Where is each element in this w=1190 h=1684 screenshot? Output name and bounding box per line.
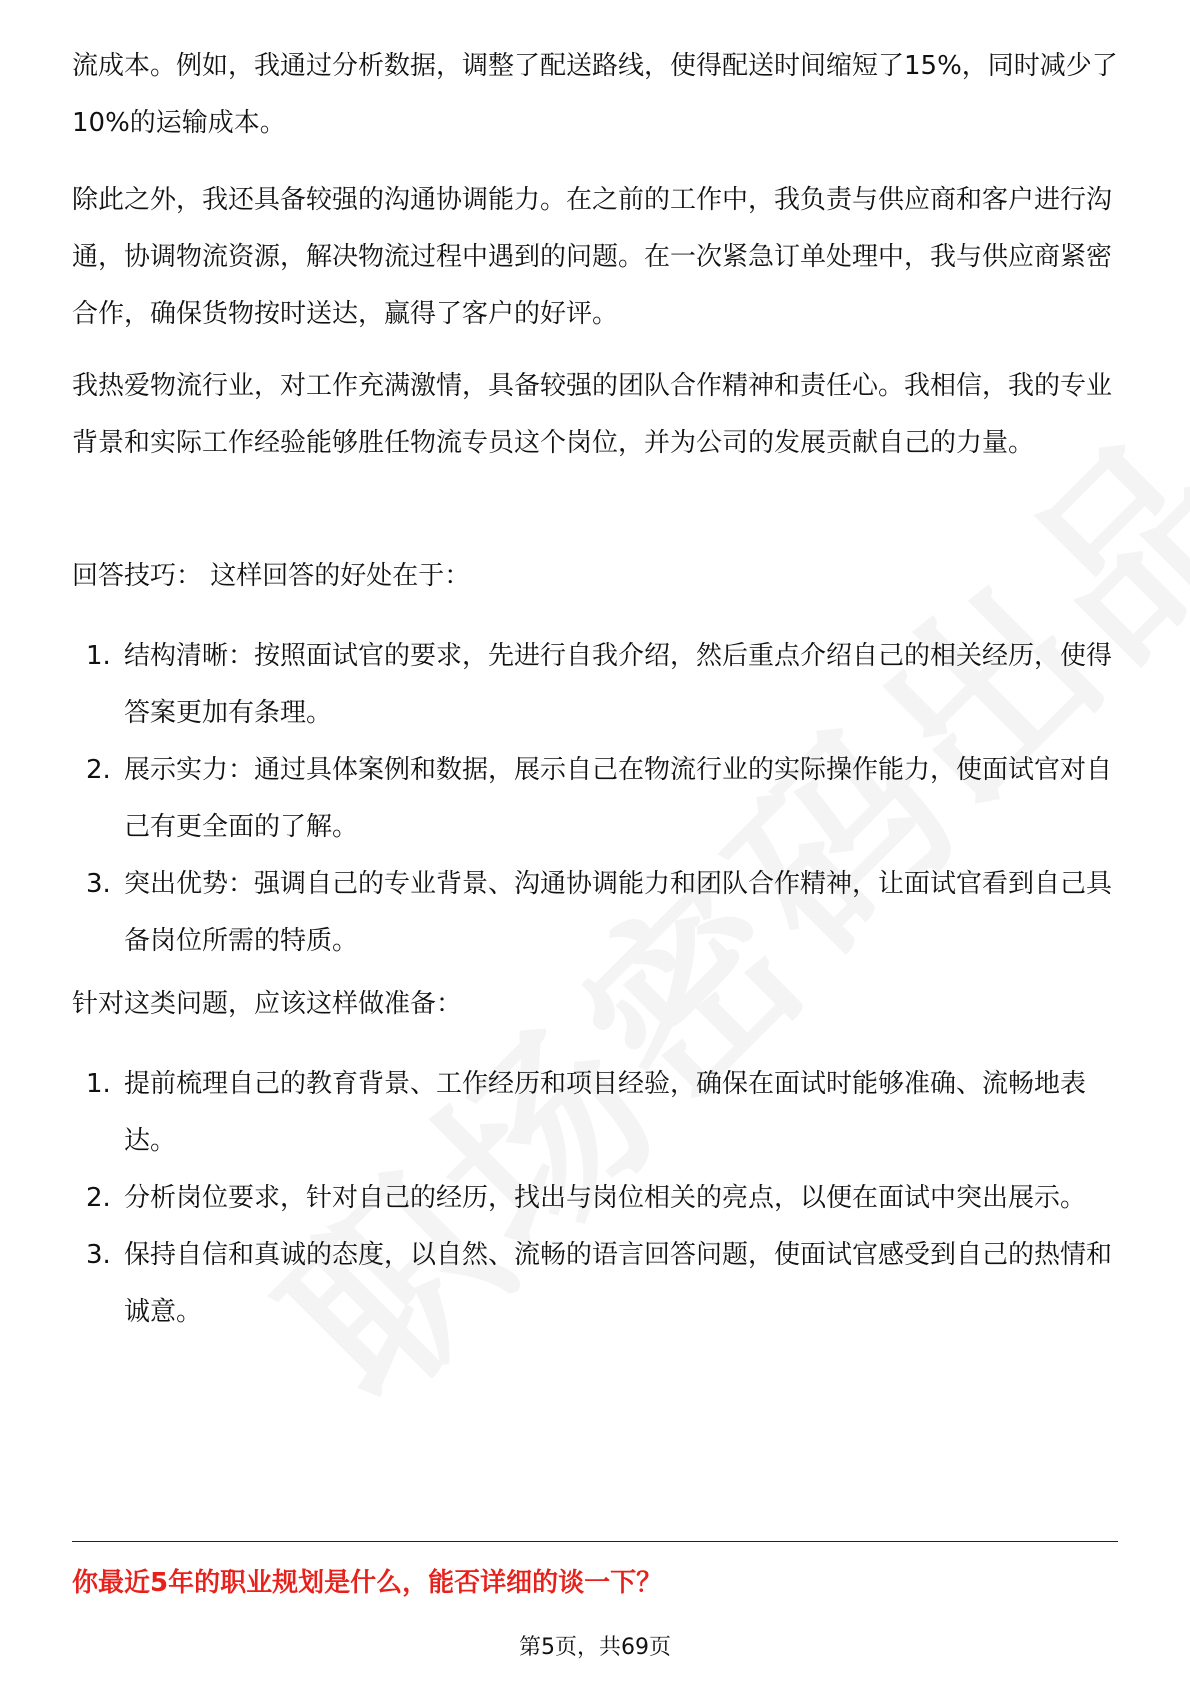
list-text: 结构清晰：按照面试官的要求，先进行自我介绍，然后重点介绍自己的相关经历，使得答案更加有条理。 [124, 641, 1113, 728]
tips-list [72, 628, 1122, 970]
list-number: 2. [86, 1183, 111, 1213]
page-number: 第5页，共69页 [519, 1635, 671, 1660]
prep-heading: 针对这类问题，应该这样做准备： [72, 989, 463, 1019]
list-text: 提前梳理自己的教育背景、工作经历和项目经验，确保在面试时能够准确、流畅地表达。 [124, 1069, 1087, 1156]
list-item [72, 1227, 1122, 1341]
prep-list [72, 1056, 1122, 1341]
list-item [72, 1170, 1122, 1227]
list-item [72, 856, 1122, 970]
next-question: 你最近5年的职业规划是什么，能否详细的谈一下？ [72, 1568, 663, 1598]
list-number: 3. [86, 1240, 111, 1270]
list-item [72, 1056, 1122, 1170]
list-text: 保持自信和真诚的态度，以自然、流畅的语言回答问题，使面试官感受到自己的热情和诚意。 [124, 1240, 1113, 1327]
tips-heading: 回答技巧： 这样回答的好处在于： [72, 561, 471, 591]
list-number: 1. [86, 641, 111, 671]
paragraph-3: 我热爱物流行业，对工作充满激情，具备较强的团队合作精神和责任心。我相信，我的专业背景和实际工作经验能够胜任物流专员这个岗位，并为公司的发展贡献自己的力量。 [72, 371, 1113, 458]
list-text: 展示实力：通过具体案例和数据，展示自己在物流行业的实际操作能力，使面试官对自己有更全面的了解。 [124, 755, 1113, 842]
list-text: 分析岗位要求，针对自己的经历，找出与岗位相关的亮点，以便在面试中突出展示。 [124, 1183, 1087, 1213]
list-number: 1. [86, 1069, 111, 1099]
list-number: 3. [86, 869, 111, 899]
paragraph-1: 流成本。例如，我通过分析数据，调整了配送路线，使得配送时间缩短了15%，同时减少了10%的运输成本。 [72, 51, 1118, 138]
list-item [72, 742, 1122, 856]
list-number: 2. [86, 755, 111, 785]
paragraph-2: 除此之外，我还具备较强的沟通协调能力。在之前的工作中，我负责与供应商和客户进行沟通，协调物流资源，解决物流过程中遇到的问题。在一次紧急订单处理中，我与供应商紧密合作，确保货物按时送达，赢得了客户的好评。 [72, 185, 1113, 329]
divider [72, 1541, 1118, 1542]
list-item [72, 628, 1122, 742]
list-text: 突出优势：强调自己的专业背景、沟通协调能力和团队合作精神，让面试官看到自己具备岗位所需的特质。 [124, 869, 1113, 956]
